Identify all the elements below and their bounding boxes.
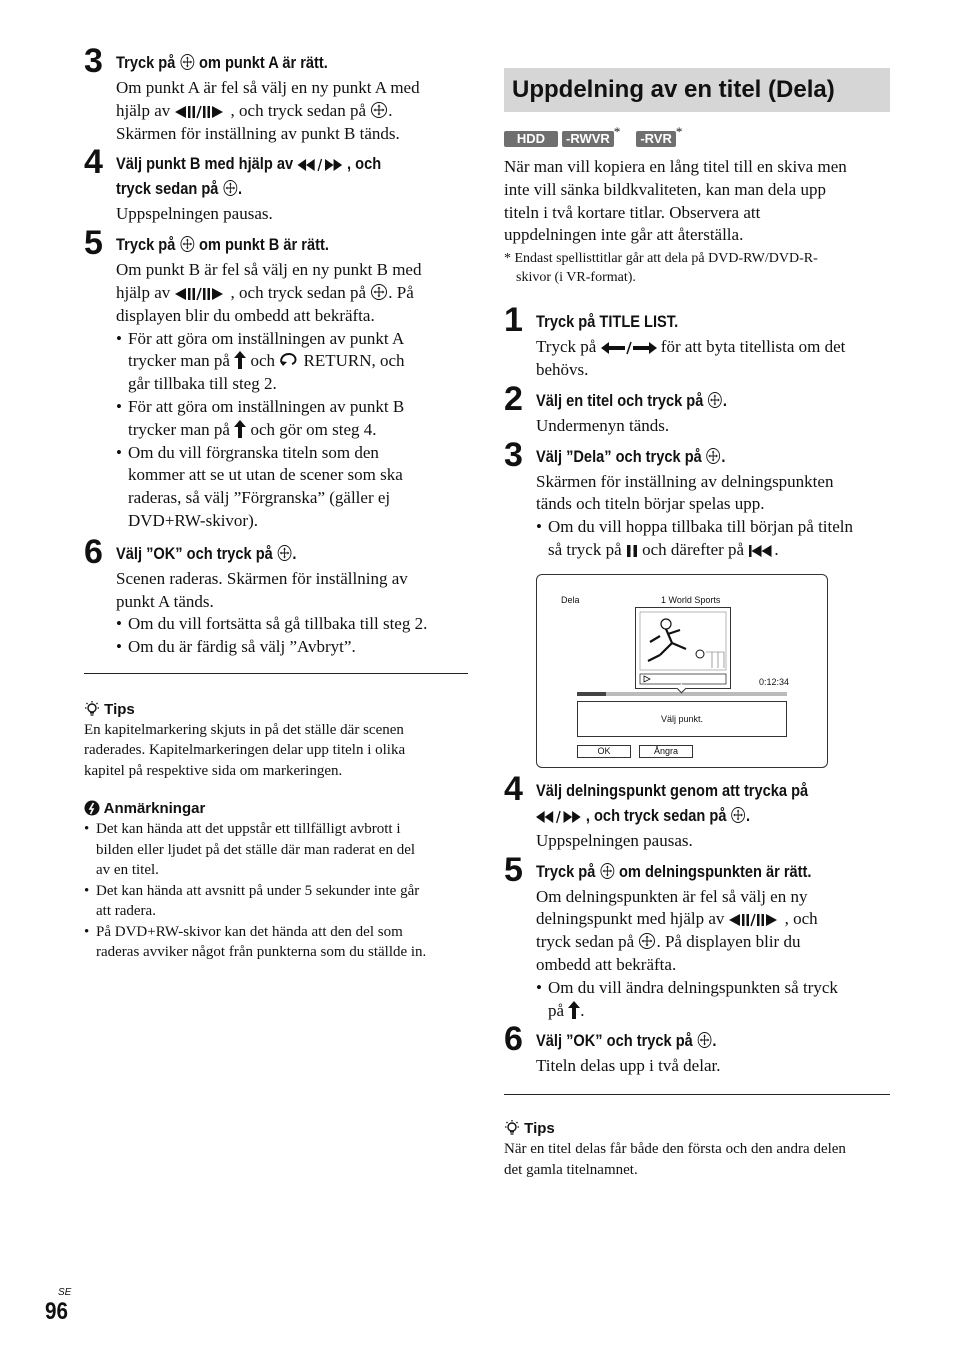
step-body: Titeln delas upp i två delar. xyxy=(536,1056,721,1076)
enter-icon xyxy=(706,447,721,465)
step-body: Om punkt B är fel så välj en ny punkt B med hjälp av , och tryck sedan på . På displayen blir du ombedd att bekräfta. • För att göra om inställningen av punkt A trycker man på och RETURN, och går tillbaka till steg 2. • För att göra om inställningen av punkt B trycker man på och gör om steg 4. • Om du vill förgranska titeln som den kommer att se ut utan de scener som ska raderas, så välj ”Förgranska” (gäller ej DVD+RW-skivor). xyxy=(116,259,468,533)
hdd-badge: HDD xyxy=(504,131,558,147)
step-body: Tryck på för att byta titellista om det behövs. xyxy=(536,337,846,379)
previous-icon xyxy=(748,544,774,558)
step-body: Uppspelningen pausas. xyxy=(536,830,693,850)
list-item: • För att göra om inställningen av punkt A trycker man på och RETURN, och går tillbaka till steg 2. xyxy=(116,328,468,396)
notes-section xyxy=(84,799,468,963)
enter-icon xyxy=(707,391,722,409)
step-heading-line2: tryck sedan på . xyxy=(116,179,243,199)
step-heading: Välj punkt B med hjälp av , och xyxy=(116,154,382,174)
step-heading: Tryck på TITLE LIST. xyxy=(536,312,679,332)
divider xyxy=(504,1094,890,1095)
step-heading: Välj delningspunkt genom att trycka på xyxy=(536,780,809,800)
bullet-list xyxy=(536,977,890,1023)
enter-icon xyxy=(731,806,746,824)
undo-button[interactable]: Ångra xyxy=(639,745,693,758)
language-code: SE xyxy=(58,1287,72,1298)
list-item: • På DVD+RW-skivor kan det hända att den del som raderas avviker något från punkterna som du ställde in. xyxy=(84,922,468,963)
progress-fill xyxy=(577,692,606,696)
up-arrow-icon xyxy=(568,1001,580,1019)
tips-text: En kapitelmarkering skjuts in på det ställe där scenen raderades. Kapitelmarkeringen delar upp titeln i olika kapitel på respektive sida om markeringen. xyxy=(84,721,406,779)
enter-icon xyxy=(370,283,388,301)
page-number: 96 xyxy=(45,1298,68,1325)
screen-label: Dela xyxy=(561,594,580,605)
ok-button[interactable]: OK xyxy=(577,745,631,758)
step-number: 5 xyxy=(504,850,523,889)
media-badges xyxy=(504,124,890,148)
enter-icon xyxy=(277,544,292,562)
step-body: Undermenyn tänds. xyxy=(536,415,670,435)
step-heading: Tryck på om punkt A är rätt. xyxy=(116,53,328,72)
step-number: 6 xyxy=(84,532,103,571)
notes-heading: Anmärkningar xyxy=(84,799,468,819)
enter-icon xyxy=(697,1031,712,1049)
up-arrow-icon xyxy=(234,420,246,438)
note-icon xyxy=(84,800,100,816)
list-item: • Om du vill fortsätta så gå tillbaka till steg 2. xyxy=(116,613,468,636)
step-heading-line2: , och tryck sedan på . xyxy=(536,803,840,828)
step-number: 3 xyxy=(84,42,103,80)
intro-text: När man vill kopiera en lång titel till en skiva men inte vill sänka bildkvaliteten, kan man dela upp titeln i två kortare titlar. Observera att uppdelningen inte går att återställa. xyxy=(504,157,847,245)
step-heading: Tryck på om delningspunkten är rätt. xyxy=(536,861,812,881)
enter-icon xyxy=(179,53,194,71)
step-5-confirm-divide-point xyxy=(504,850,890,1023)
rewind-forward-icon xyxy=(297,158,347,172)
step-heading: Välj ”Dela” och tryck på . xyxy=(536,446,726,466)
step-1-title-list xyxy=(504,301,890,382)
footnote: * Endast spellisttitlar går att dela på DVD-RW/DVD-R- skivor (i VR-format). xyxy=(504,251,818,286)
enter-icon xyxy=(638,932,656,950)
enter-icon xyxy=(179,235,194,253)
step-number: 5 xyxy=(84,224,103,263)
step-heading: Tryck på om punkt B är rätt. xyxy=(116,235,329,255)
section-title: Uppdelning av en titel (Dela) xyxy=(504,68,890,112)
slow-play-icon xyxy=(729,913,785,927)
return-icon xyxy=(279,351,299,369)
list-item: • För att göra om inställningen av punkt B trycker man på och gör om steg 4. xyxy=(116,396,468,442)
divide-screen-illustration xyxy=(536,574,828,768)
divider xyxy=(84,673,468,674)
pause-icon xyxy=(626,544,638,558)
enter-icon xyxy=(599,862,614,880)
step-heading: Välj ”OK” och tryck på . xyxy=(536,1031,717,1051)
step-body: Om delningspunkten är fel så välj en ny delningspunkt med hjälp av , och tryck sedan på . På displayen blir du ombedd att bekräfta. • Om du vill ändra delningspunkten så tryck på . xyxy=(536,886,890,1023)
step-5-confirm-point-b xyxy=(84,224,468,533)
step-2-select-title xyxy=(504,379,890,438)
list-item: • Om du vill ändra delningspunkten så tryck på . xyxy=(536,977,890,1023)
step-number: 1 xyxy=(504,301,523,340)
bullet-list xyxy=(116,613,468,659)
soccer-player-image xyxy=(636,608,730,688)
step-3-divide xyxy=(504,435,890,562)
list-item: • Det kan hända att det uppstår ett tillfälligt avbrott i bilden eller ljudet på det ställe där man raderat en del av en titel. xyxy=(84,819,468,881)
tips-section xyxy=(84,700,468,782)
left-column xyxy=(84,42,468,963)
screen-title: 1 World Sports xyxy=(661,594,721,605)
lightbulb-icon xyxy=(504,1120,520,1136)
step-body: Skärmen för inställning av delningspunkten tänds och titeln börjar spelas upp. • Om du vill hoppa tillbaka till början på titeln så tryck på och därefter på . xyxy=(536,471,890,562)
prompt-box xyxy=(577,701,787,737)
step-body: Om punkt A är fel så välj en ny punkt A med hjälp av , och tryck sedan på . Skärmen för inställning av punkt B tänds. xyxy=(116,78,420,143)
prompt-text: Välj punkt. xyxy=(660,713,704,724)
dvd-r-vr-badge: -RVR xyxy=(636,131,676,147)
step-number: 4 xyxy=(504,769,523,808)
dvd-rw-vr-badge: -RWVR xyxy=(562,131,614,147)
video-thumbnail xyxy=(635,607,731,689)
tips-heading: Tips xyxy=(84,700,468,720)
step-number: 2 xyxy=(504,379,523,418)
list-item: • Om du vill hoppa tillbaka till början på titeln så tryck på och därefter på . xyxy=(536,516,890,562)
step-number: 3 xyxy=(504,435,523,474)
footnote-marker: * xyxy=(675,124,683,139)
step-6-ok xyxy=(84,532,468,659)
list-item: • Om du är färdig så välj ”Avbryt”. xyxy=(116,636,468,659)
list-item: • Det kan hända att avsnitt på under 5 sekunder inte går att radera. xyxy=(84,881,468,922)
step-heading: Välj ”OK” och tryck på . xyxy=(116,543,297,563)
step-body: Uppspelningen pausas. xyxy=(116,204,273,224)
tips-heading: Tips xyxy=(504,1119,890,1139)
slow-play-icon xyxy=(175,105,231,119)
lightbulb-icon xyxy=(84,701,100,717)
left-right-arrow-icon xyxy=(601,341,657,355)
rewind-forward-icon xyxy=(536,810,586,824)
list-item: • Om du vill förgranska titeln som den kommer att se ut utan de scener som ska raderas, så välj ”Förgranska” (gäller ej DVD+RW-skivor). xyxy=(116,442,468,533)
step-6-ok xyxy=(504,1020,890,1078)
enter-icon xyxy=(222,179,237,197)
notes-list xyxy=(84,819,468,963)
bullet-list xyxy=(536,516,890,562)
enter-icon xyxy=(370,101,388,119)
time-display: 0:12:34 xyxy=(759,676,790,687)
tips-text: När en titel delas får både den första och den andra delen det gamla titelnamnet. xyxy=(504,1141,846,1178)
footnote-marker: * xyxy=(613,124,621,139)
step-heading: Välj en titel och tryck på . xyxy=(536,390,728,410)
step-body: Scenen raderas. Skärmen för inställning av punkt A tänds. • Om du vill fortsätta så gå tillbaka till steg 2. • Om du är färdig så välj ”Avbryt”. xyxy=(116,568,468,659)
right-column xyxy=(504,68,890,1180)
up-arrow-icon xyxy=(234,351,246,369)
bullet-list xyxy=(116,328,468,533)
step-number: 6 xyxy=(504,1020,523,1059)
step-4-select-divide-point xyxy=(504,769,890,853)
tips-section xyxy=(504,1119,890,1180)
step-3-set-point-a xyxy=(84,42,468,145)
step-4-select-point-b xyxy=(84,143,468,226)
slow-play-icon xyxy=(175,287,231,301)
step-number: 4 xyxy=(84,143,103,182)
